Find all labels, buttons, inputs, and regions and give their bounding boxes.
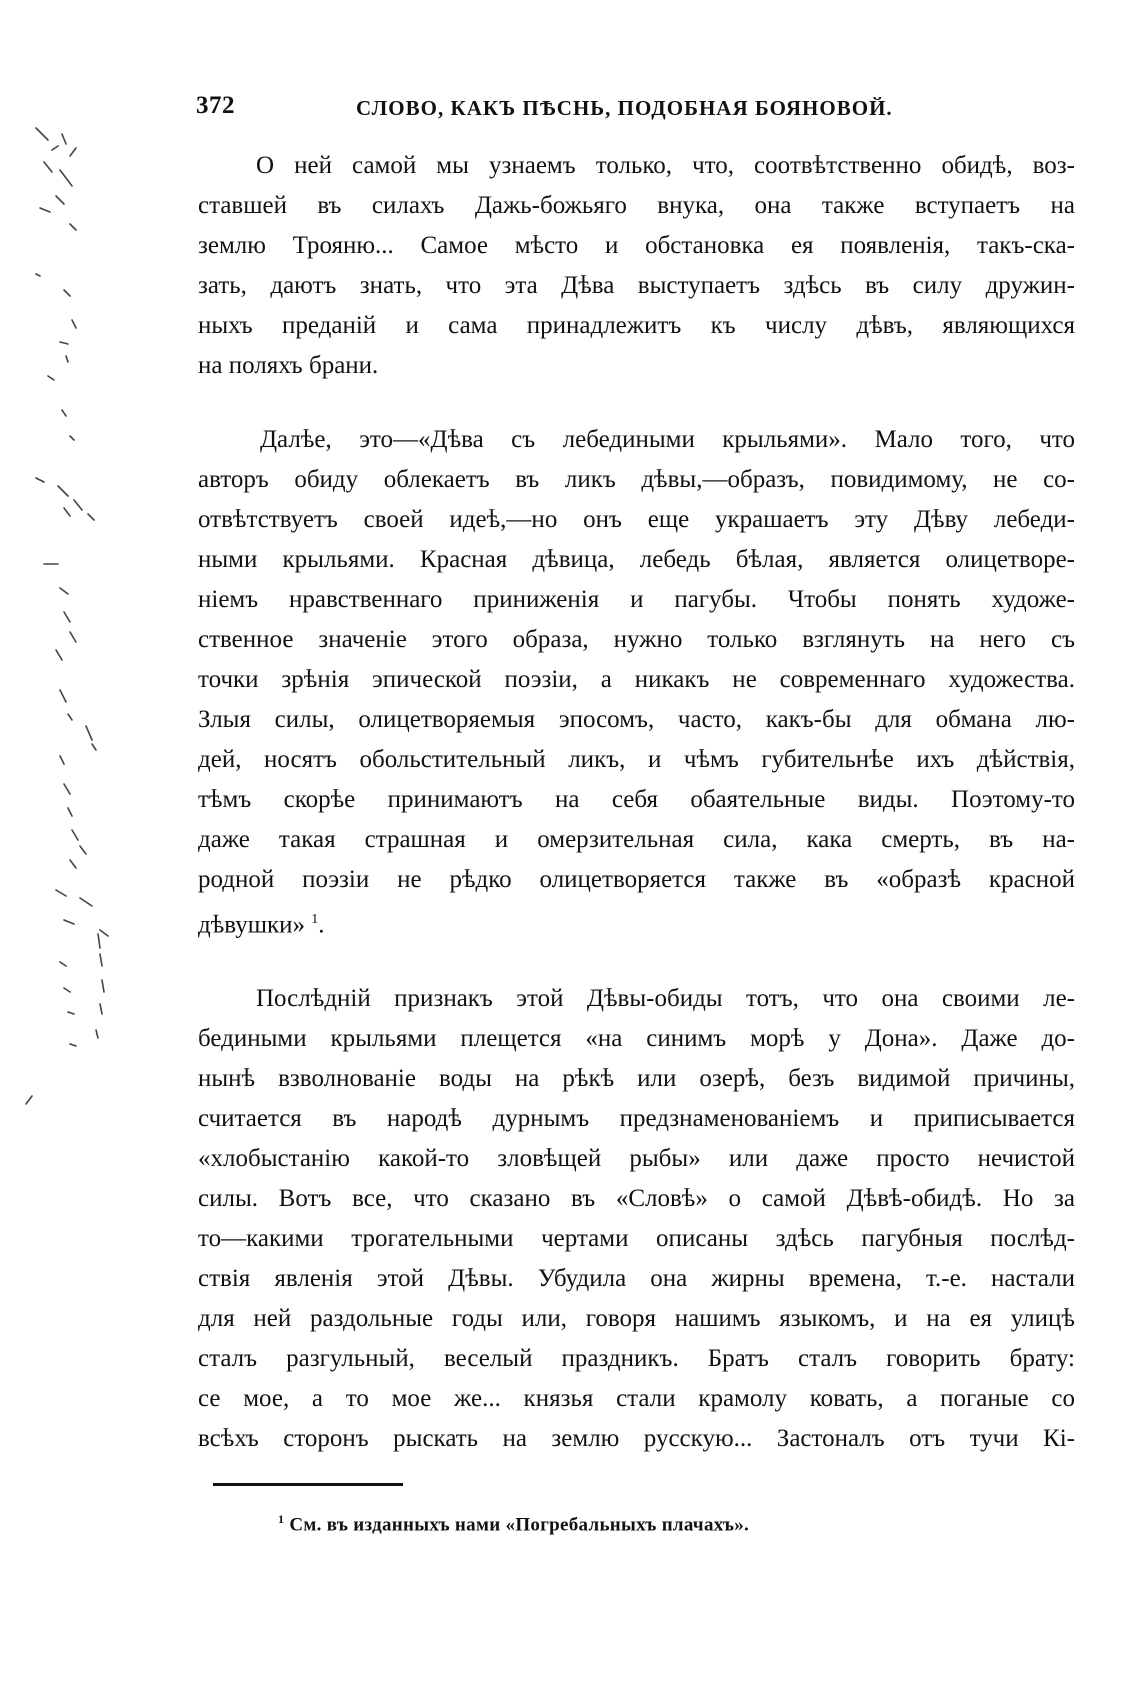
text-line: ными крыльями. Красная дѣвица, лебедь бѣлая, является олицетворе- — [198, 546, 1075, 573]
text-line: Далѣе, это—«Дѣва съ лебедиными крыльями». Мало того, что — [260, 426, 1075, 453]
page-number: 372 — [196, 92, 235, 119]
text-line: ніемъ нравственнаго приниженія и пагубы. Чтобы понять художе- — [198, 586, 1075, 613]
footnote-marker: 1 — [278, 1512, 285, 1526]
footnote-text: См. въ изданныхъ нами «Погребальныхъ плачахъ». — [289, 1514, 750, 1536]
body-text — [198, 146, 1075, 1493]
text-line: О ней самой мы узнаемъ только, что, соотвѣтственно обидѣ, воз- — [256, 152, 1075, 179]
running-title: СЛОВО, КАКЪ ПѢСНЬ, ПОДОБНАЯ БОЯНОВОЙ. — [356, 96, 893, 120]
footnote-rule — [213, 1483, 403, 1486]
text-line: ствія явленія этой Дѣвы. Убудила она жирны времена, т.-е. настали — [198, 1265, 1075, 1293]
text-line: точки зрѣнія эпической поэзіи, а никакъ не современнаго художества. — [198, 666, 1075, 693]
text-line: бедиными крыльями плещется «на синимъ морѣ у Дона». Даже до- — [198, 1025, 1075, 1053]
text-line: для ней раздольные годы или, говоря нашимъ языкомъ, и на ея улицѣ — [198, 1305, 1075, 1333]
text-line: тѣмъ скорѣе принимаютъ на себя обаятельные виды. Поэтому-то — [198, 786, 1075, 813]
text-line: всѣхъ сторонъ рыскать на землю русскую... Застоналъ отъ тучи Кі- — [198, 1425, 1075, 1453]
text-line: отвѣтствуетъ своей идеѣ,—но онъ еще украшаетъ эту Дѣву лебеди- — [198, 506, 1075, 533]
text-line: нынѣ взволнованіе воды на рѣкѣ или озерѣ, безъ видимой причины, — [198, 1065, 1075, 1093]
text-line: дей, носятъ обольстительный ликъ, и чѣмъ губительнѣе ихъ дѣйствія, — [198, 746, 1075, 773]
text-line: авторъ обиду облекаетъ въ ликъ дѣвы,—образъ, повидимому, не со- — [198, 466, 1075, 493]
text-line: дѣвушки» — [198, 911, 306, 939]
text-line: на поляхъ брани. — [198, 352, 379, 379]
text-line: зать, даютъ знать, что эта Дѣва выступаетъ здѣсь въ силу дружин- — [198, 272, 1075, 299]
paragraph-3 — [198, 979, 1075, 1459]
text-line: се мое, а то мое же... князья стали крамолу ковать, а поганые со — [198, 1385, 1075, 1413]
text-line: землю Трояню... Самое мѣсто и обстановка ея появленія, такъ-ска- — [198, 232, 1075, 259]
text-line: родной поэзіи не рѣдко олицетворяется также въ «образѣ красной — [198, 866, 1075, 893]
paragraph-2 — [198, 420, 1075, 945]
text-line: Злыя силы, олицетворяемыя эпосомъ, часто, какъ-бы для обмана лю- — [198, 706, 1075, 733]
pencil-marks-graphic — [0, 0, 190, 1701]
text-line: считается въ народѣ дурнымъ предзнаменованіемъ и приписывается — [198, 1105, 1075, 1133]
text-line: то—какими трогательными чертами описаны здѣсь пагубныя послѣд- — [198, 1225, 1075, 1253]
text-line: силы. Вотъ все, что сказано въ «Словѣ» о самой Дѣвѣ-обидѣ. Но за — [198, 1185, 1075, 1213]
paragraph-1 — [198, 146, 1075, 386]
page-header — [196, 92, 1076, 128]
footnote-ref[interactable]: 1 — [311, 912, 319, 927]
text-line: даже такая страшная и омерзительная сила, кака смерть, въ на- — [198, 826, 1075, 853]
text-line: ставшей въ силахъ Дажь-божьяго внука, она также вступаетъ на — [198, 192, 1075, 219]
footnote — [278, 1512, 749, 1536]
text-line: сталъ разгульный, веселый праздникъ. Братъ сталъ говорить брату: — [198, 1345, 1075, 1373]
margin-pencil-marks — [0, 0, 190, 1701]
text-line: ственное значеніе этого образа, нужно только взглянуть на него съ — [198, 626, 1075, 653]
text-line: Послѣдній признакъ этой Дѣвы-обиды тотъ, что она своими ле- — [256, 985, 1075, 1013]
text-line: «хлобыстанію какой-то зловѣщей рыбы» или даже просто нечистой — [198, 1145, 1075, 1173]
text-line: ныхъ преданій и сама принадлежитъ къ числу дѣвъ, являющихся — [198, 312, 1075, 339]
text-line-with-footnote: дѣвушки» $^1$. — [198, 911, 325, 939]
